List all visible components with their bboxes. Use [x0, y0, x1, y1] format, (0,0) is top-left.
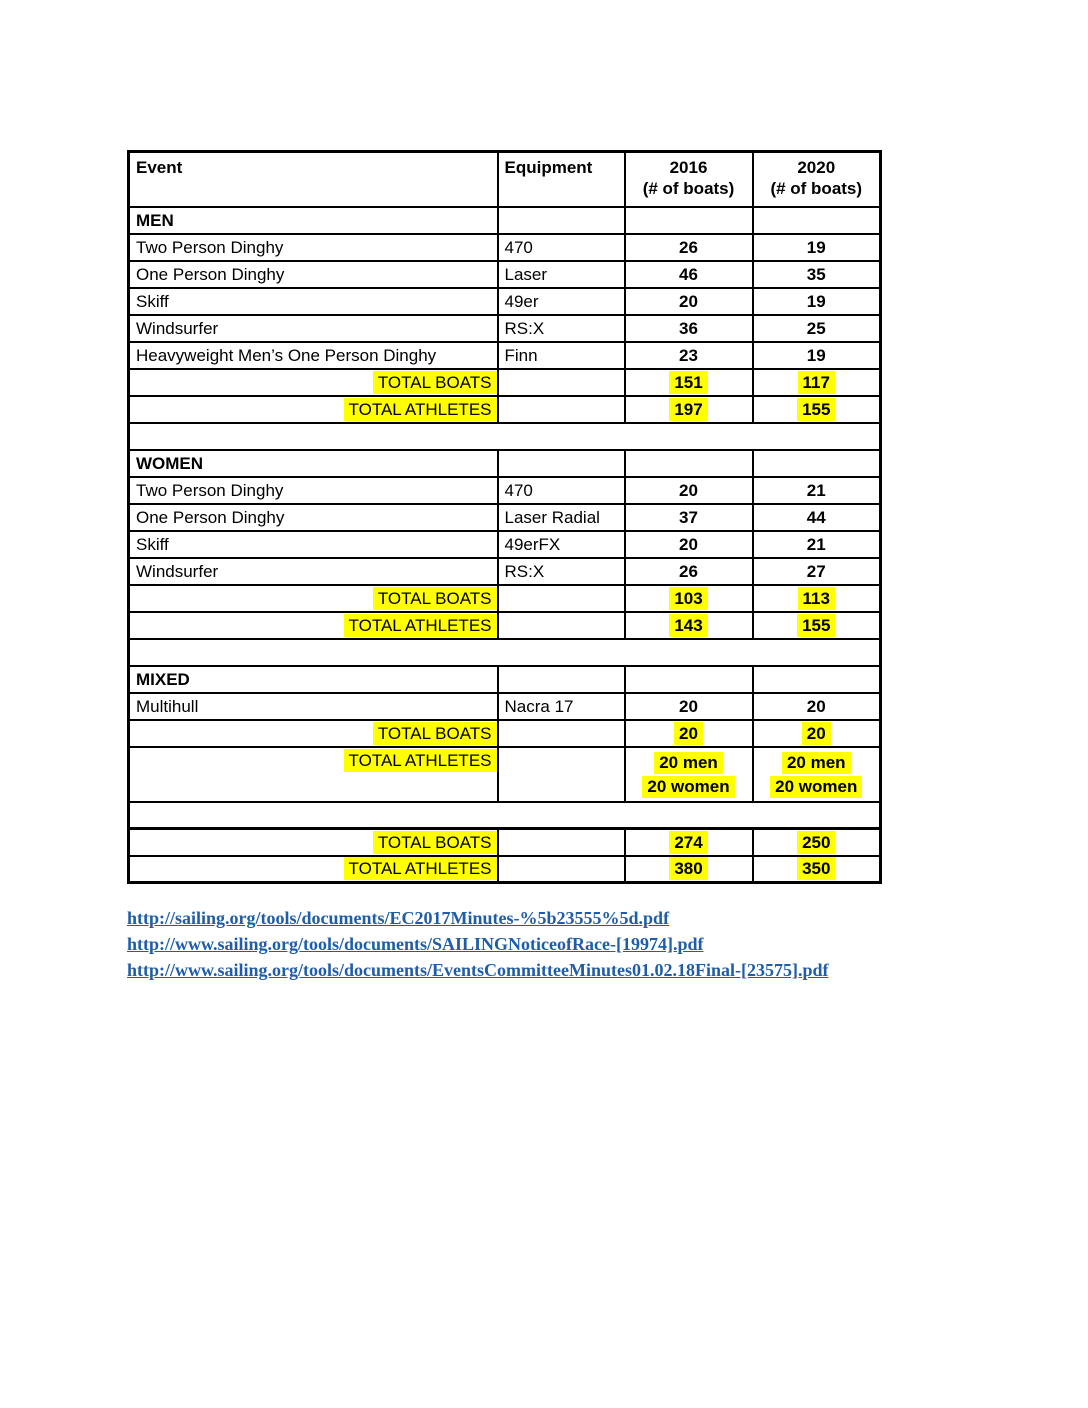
total-label-cell [129, 720, 498, 747]
highlighted-total-value: 350 [797, 857, 835, 880]
event-cell: One Person Dinghy [129, 261, 498, 288]
table-row [129, 477, 881, 504]
equipment-cell: Finn [498, 342, 625, 369]
highlighted-total-value: 117 [798, 371, 835, 394]
total-label-cell [129, 396, 498, 423]
column-header-2016 [625, 152, 753, 207]
boats-2020-cell: 21 [753, 531, 881, 558]
highlighted-total-value: 20 women [770, 776, 862, 798]
spacer-cell [129, 639, 881, 666]
total-2020-cell [753, 856, 881, 883]
event-cell: Heavyweight Men’s One Person Dinghy [129, 342, 498, 369]
equipment-cell: 49erFX [498, 531, 625, 558]
events-table [127, 150, 882, 884]
grand-total-boats-row [129, 829, 881, 856]
empty-cell [753, 450, 881, 477]
total-2016-cell [625, 720, 753, 747]
total-label-cell [129, 612, 498, 639]
total-label-cell [129, 747, 498, 802]
total-label-cell [129, 585, 498, 612]
section-label: MIXED [129, 666, 498, 693]
total-label-cell [129, 856, 498, 883]
highlighted-total-value: 113 [798, 587, 835, 610]
section-row-women [129, 450, 881, 477]
total-2016-cell [625, 585, 753, 612]
table-row [129, 315, 881, 342]
boats-2016-cell: 23 [625, 342, 753, 369]
total-label-cell [129, 369, 498, 396]
section-row-men [129, 207, 881, 234]
boats-2020-cell: 44 [753, 504, 881, 531]
empty-cell [498, 747, 625, 802]
grand-total-athletes-row [129, 856, 881, 883]
equipment-cell: RS:X [498, 558, 625, 585]
highlighted-total-label: TOTAL ATHLETES [344, 749, 497, 772]
header-2020-unit: (# of boats) [770, 179, 863, 198]
spacer-row [129, 423, 881, 450]
boats-2016-cell: 26 [625, 558, 753, 585]
total-2016-cell [625, 612, 753, 639]
highlighted-total-value: 20 [674, 722, 703, 745]
highlighted-total-label: TOTAL BOATS [373, 722, 497, 745]
link-events-committee-minutes-pdf[interactable]: http://www.sailing.org/tools/documents/EventsCommitteeMinutes01.02.18Final-[23575].pdf [127, 960, 829, 980]
total-2016-cell [625, 396, 753, 423]
event-cell: Skiff [129, 288, 498, 315]
empty-cell [498, 829, 625, 856]
boats-2016-cell: 20 [625, 288, 753, 315]
table-row [129, 288, 881, 315]
highlighted-total-label: TOTAL BOATS [373, 587, 497, 610]
highlighted-total-label: TOTAL BOATS [373, 371, 497, 394]
total-athletes-row-women [129, 612, 881, 639]
table-row [129, 558, 881, 585]
column-header-event: Event [129, 152, 498, 207]
empty-cell [498, 207, 625, 234]
highlighted-total-value: 20 [802, 722, 831, 745]
boats-2016-cell: 26 [625, 234, 753, 261]
total-2020-cell [753, 369, 881, 396]
empty-cell [498, 856, 625, 883]
table-row [129, 261, 881, 288]
total-2020-cell [753, 720, 881, 747]
event-cell: Windsurfer [129, 558, 498, 585]
total-2020-cell [753, 747, 881, 802]
link-ec2017-minutes-pdf[interactable]: http://sailing.org/tools/documents/EC2017Minutes-%5b23555%5d.pdf [127, 908, 670, 928]
boats-2020-cell: 19 [753, 288, 881, 315]
table-row [129, 531, 881, 558]
empty-cell [498, 585, 625, 612]
highlighted-total-value: 155 [797, 398, 835, 421]
equipment-cell: 49er [498, 288, 625, 315]
highlighted-total-label: TOTAL ATHLETES [344, 398, 497, 421]
equipment-cell: Laser [498, 261, 625, 288]
boats-2020-cell: 19 [753, 234, 881, 261]
section-label: MEN [129, 207, 498, 234]
empty-cell [625, 450, 753, 477]
event-cell: Skiff [129, 531, 498, 558]
boats-2020-cell: 21 [753, 477, 881, 504]
column-header-equipment: Equipment [498, 152, 625, 207]
boats-2016-cell: 20 [625, 477, 753, 504]
equipment-cell: 470 [498, 477, 625, 504]
total-2020-cell [753, 612, 881, 639]
table-row [129, 234, 881, 261]
total-boats-row-men [129, 369, 881, 396]
empty-cell [498, 612, 625, 639]
highlighted-total-value: 250 [797, 831, 835, 854]
empty-cell [498, 666, 625, 693]
empty-cell [753, 666, 881, 693]
total-label-cell [129, 829, 498, 856]
highlighted-total-label: TOTAL BOATS [373, 831, 497, 854]
empty-cell [625, 207, 753, 234]
boats-2016-cell: 20 [625, 531, 753, 558]
boats-2020-cell: 19 [753, 342, 881, 369]
total-athletes-row-mixed [129, 747, 881, 802]
equipment-cell: 470 [498, 234, 625, 261]
highlighted-total-label: TOTAL ATHLETES [344, 857, 497, 880]
highlighted-total-value: 155 [797, 614, 835, 637]
highlighted-total-value: 380 [669, 857, 707, 880]
spacer-row [129, 639, 881, 666]
boats-2020-cell: 27 [753, 558, 881, 585]
empty-cell [625, 666, 753, 693]
table-header-row [129, 152, 881, 207]
highlighted-total-value: 197 [669, 398, 707, 421]
highlighted-total-value: 20 men [782, 752, 851, 774]
equipment-cell: RS:X [498, 315, 625, 342]
boats-2016-cell: 37 [625, 504, 753, 531]
boats-2020-cell: 35 [753, 261, 881, 288]
highlighted-total-label: TOTAL ATHLETES [344, 614, 497, 637]
empty-cell [498, 369, 625, 396]
empty-cell [753, 207, 881, 234]
empty-cell [498, 450, 625, 477]
boats-2016-cell: 20 [625, 693, 753, 720]
empty-cell [498, 720, 625, 747]
boats-2020-cell: 25 [753, 315, 881, 342]
event-cell: Multihull [129, 693, 498, 720]
boats-2016-cell: 46 [625, 261, 753, 288]
boats-2016-cell: 36 [625, 315, 753, 342]
highlighted-total-value: 274 [669, 831, 707, 854]
section-label: WOMEN [129, 450, 498, 477]
table-row [129, 693, 881, 720]
total-athletes-row-men [129, 396, 881, 423]
total-2020-cell [753, 829, 881, 856]
total-2020-cell [753, 396, 881, 423]
event-cell: One Person Dinghy [129, 504, 498, 531]
spacer-cell [129, 423, 881, 450]
header-2020-year: 2020 [797, 158, 836, 177]
spacer-row [129, 802, 881, 829]
spacer-cell [129, 802, 881, 829]
equipment-cell: Laser Radial [498, 504, 625, 531]
highlighted-total-value: 103 [669, 587, 707, 610]
column-header-2020 [753, 152, 881, 207]
link-sailing-notice-of-race-pdf[interactable]: http://www.sailing.org/tools/documents/SAILINGNoticeofRace-[19974].pdf [127, 934, 704, 954]
equipment-cell: Nacra 17 [498, 693, 625, 720]
source-links [127, 905, 829, 983]
empty-cell [498, 396, 625, 423]
boats-2020-cell: 20 [753, 693, 881, 720]
total-2020-cell [753, 585, 881, 612]
total-boats-row-mixed [129, 720, 881, 747]
table-row [129, 504, 881, 531]
highlighted-total-value: 143 [669, 614, 707, 637]
total-2016-cell [625, 369, 753, 396]
section-row-mixed [129, 666, 881, 693]
header-2016-unit: (# of boats) [642, 179, 735, 198]
highlighted-total-value: 151 [669, 371, 707, 394]
event-cell: Two Person Dinghy [129, 477, 498, 504]
total-2016-cell [625, 856, 753, 883]
events-table-wrap [127, 150, 882, 884]
highlighted-total-value: 20 men [654, 752, 723, 774]
total-boats-row-women [129, 585, 881, 612]
total-2016-cell [625, 747, 753, 802]
highlighted-total-value: 20 women [642, 776, 734, 798]
header-2016-year: 2016 [669, 158, 708, 177]
table-row [129, 342, 881, 369]
event-cell: Windsurfer [129, 315, 498, 342]
total-2016-cell [625, 829, 753, 856]
event-cell: Two Person Dinghy [129, 234, 498, 261]
